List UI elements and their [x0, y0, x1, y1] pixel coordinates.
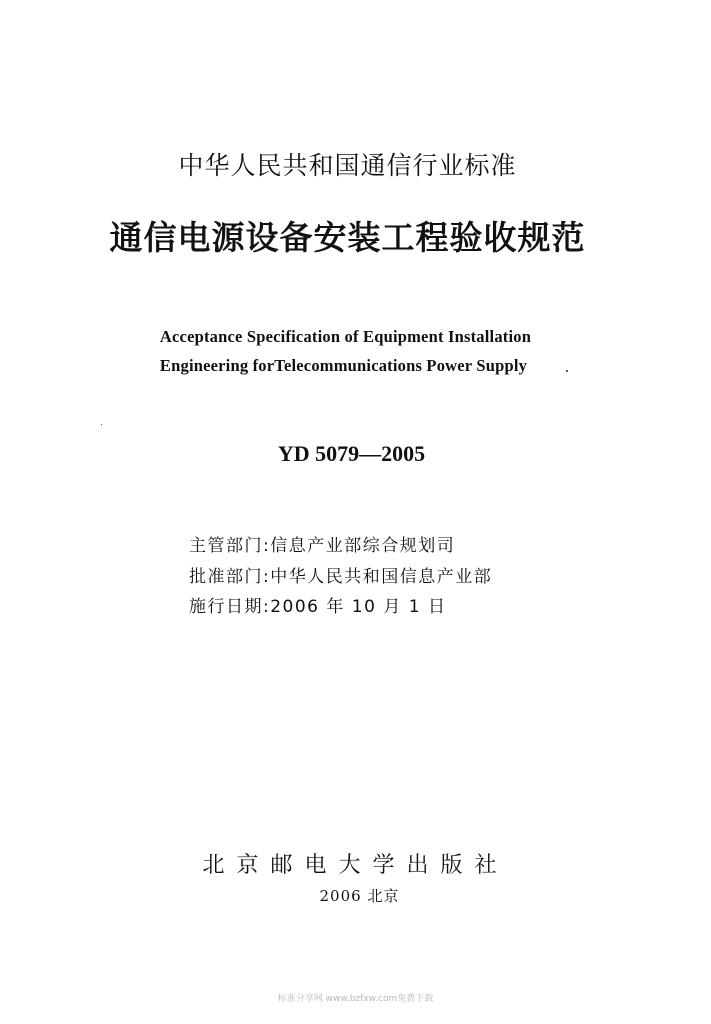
- approval-department: 批准部门:中华人民共和国信息产业部: [189, 567, 493, 587]
- standard-number: YD 5079—2005: [277, 441, 426, 466]
- speck-mark: [101, 424, 102, 425]
- competent-department: 主管部门:信息产业部综合规划司: [189, 536, 456, 556]
- publication-year-place: 2006 北京: [319, 887, 400, 905]
- english-title-line-1: Acceptance Specification of Equipment Installation: [159, 327, 532, 346]
- speck-mark: [566, 370, 568, 372]
- publisher: 北京邮电大学出版社: [202, 853, 509, 878]
- effective-date: 施行日期:2006 年 10 月 1 日: [189, 597, 447, 617]
- standard-category: 中华人民共和国通信行业标准: [178, 151, 517, 180]
- chinese-title: 通信电源设备安装工程验收规范: [109, 218, 586, 257]
- english-title-line-2: Engineering forTelecommunications Power Supply: [159, 356, 528, 375]
- download-watermark: 标准分享网 www.bzfxw.com免费下载: [277, 994, 434, 1004]
